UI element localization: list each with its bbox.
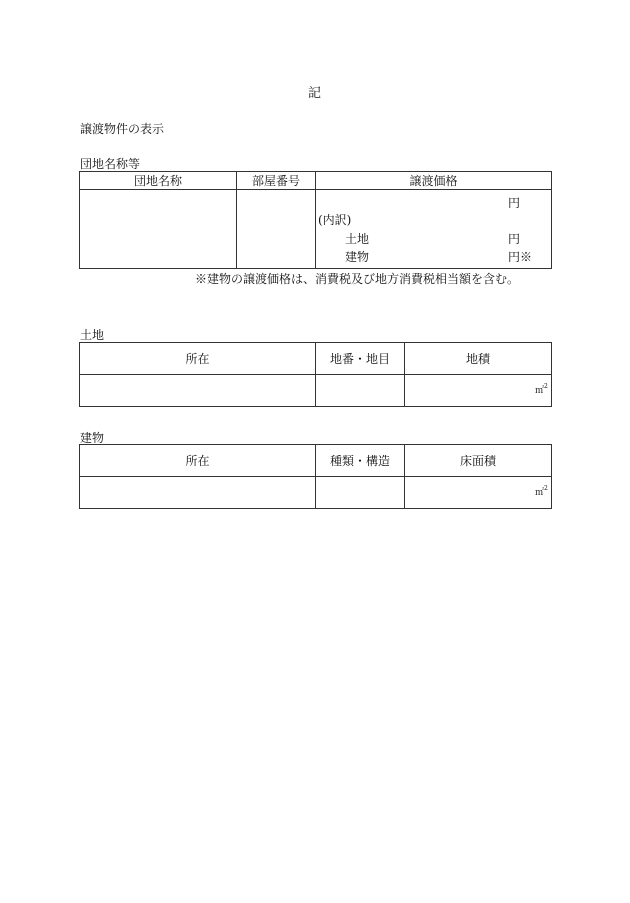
tax-note: ※建物の譲渡価格は、消費税及び地方消費税相当額を含む。 xyxy=(195,272,520,286)
header-floor-area: 床面積 xyxy=(405,445,552,477)
document-heading: 記 xyxy=(308,86,322,101)
land-price-yen: 円 xyxy=(508,232,521,246)
building-price-label: 建物 xyxy=(345,250,370,264)
header-room-number: 部屋番号 xyxy=(237,172,316,190)
danchi-label: 団地名称等 xyxy=(80,157,141,171)
land-location-cell xyxy=(80,375,316,407)
land-area-unit: ㎡$^2$ xyxy=(535,383,548,396)
land-header-row xyxy=(80,343,552,375)
danchi-header-row xyxy=(80,172,552,190)
building-location-cell xyxy=(80,477,316,509)
building-header-row xyxy=(80,445,552,477)
building-type-cell xyxy=(316,477,405,509)
land-price-label: 土地 xyxy=(345,232,370,246)
header-type-structure: 種類・構造 xyxy=(316,445,405,477)
total-yen: 円 xyxy=(508,196,521,210)
danchi-name-cell xyxy=(80,190,237,269)
danchi-table xyxy=(79,171,552,269)
land-table xyxy=(79,342,552,407)
land-lot-cell xyxy=(316,375,405,407)
building-price-yen: 円※ xyxy=(508,250,533,264)
breakdown-label: (内訳) xyxy=(318,213,352,227)
header-transfer-price: 譲渡価格 xyxy=(316,172,552,190)
land-label: 土地 xyxy=(80,328,105,342)
danchi-data-row xyxy=(80,190,552,269)
land-data-row xyxy=(80,375,552,407)
building-label: 建物 xyxy=(80,431,105,445)
land-area-cell xyxy=(405,375,552,407)
header-location: 所在 xyxy=(80,343,316,375)
header-lot-category: 地番・地目 xyxy=(316,343,405,375)
room-number-cell xyxy=(237,190,316,269)
building-data-row xyxy=(80,477,552,509)
section-title: 譲渡物件の表示 xyxy=(80,122,165,136)
building-floor-area-cell xyxy=(405,477,552,509)
building-table xyxy=(79,444,552,509)
header-building-location: 所在 xyxy=(80,445,316,477)
header-land-area: 地積 xyxy=(405,343,552,375)
header-danchi-name: 団地名称 xyxy=(80,172,237,190)
floor-area-unit: ㎡$^2$ xyxy=(535,485,548,498)
